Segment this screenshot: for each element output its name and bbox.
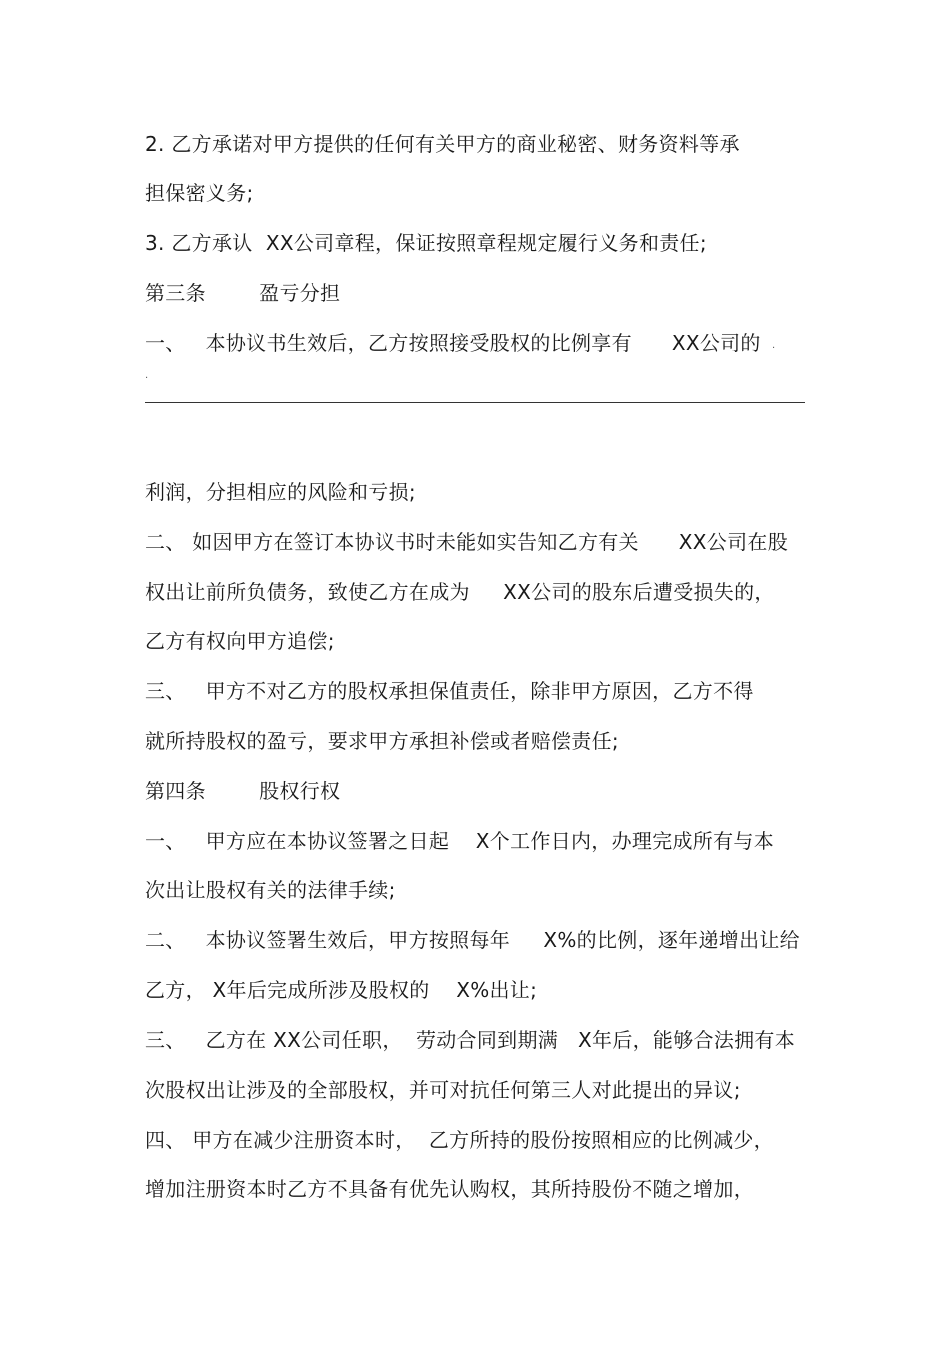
text-line: 权出让前所负债务，致使乙方在成为 XX公司的股东后遭受损失的， bbox=[145, 580, 775, 604]
text-line: 一、 甲方应在本协议签署之日起 X个工作日内，办理完成所有与本 bbox=[145, 829, 775, 853]
text-line: 乙方， X年后完成所涉及股权的 X%出让; bbox=[145, 978, 538, 1002]
section-heading: 第四条 股权行权 bbox=[145, 779, 341, 803]
section-heading: 第三条 盈亏分担 bbox=[145, 281, 341, 305]
text-line: 增加注册资本时乙方不具备有优先认购权，其所持股份不随之增加， bbox=[145, 1177, 754, 1201]
text-line: 次股权出让涉及的全部股权，并可对抗任何第三人对此提出的异议; bbox=[145, 1078, 741, 1102]
text-line: 担保密义务; bbox=[145, 181, 254, 205]
text-line: 一、 本协议书生效后，乙方按照接受股权的比例享有 XX公司的 bbox=[145, 331, 761, 355]
text-line: 二、 本协议签署生效后，甲方按照每年 X%的比例，逐年递增出让给 bbox=[145, 928, 800, 952]
page-mark: . bbox=[772, 340, 776, 351]
text-line: 三、 甲方不对乙方的股权承担保值责任，除非甲方原因，乙方不得 bbox=[145, 679, 754, 703]
text-line: 四、 甲方在减少注册资本时， 乙方所持的股份按照相应的比例减少， bbox=[145, 1128, 774, 1152]
text-line: 2. 乙方承诺对甲方提供的任何有关甲方的商业秘密、财务资料等承 bbox=[145, 132, 740, 156]
text-line: 就所持股权的盈亏，要求甲方承担补偿或者赔偿责任; bbox=[145, 729, 619, 753]
text-line: 乙方有权向甲方追偿; bbox=[145, 629, 335, 653]
page-break-rule bbox=[145, 402, 805, 403]
text-line: 利润，分担相应的风险和亏损; bbox=[145, 480, 416, 504]
text-line: 三、 乙方在 XX公司任职， 劳动合同到期满 X年后，能够合法拥有本 bbox=[145, 1028, 796, 1052]
text-line: 次出让股权有关的法律手续; bbox=[145, 878, 396, 902]
page-mark: . bbox=[145, 370, 149, 381]
text-line: 3. 乙方承认 XX公司章程，保证按照章程规定履行义务和责任; bbox=[145, 231, 707, 255]
text-line: 二、 如因甲方在签订本协议书时未能如实告知乙方有关 XX公司在股 bbox=[145, 530, 789, 554]
